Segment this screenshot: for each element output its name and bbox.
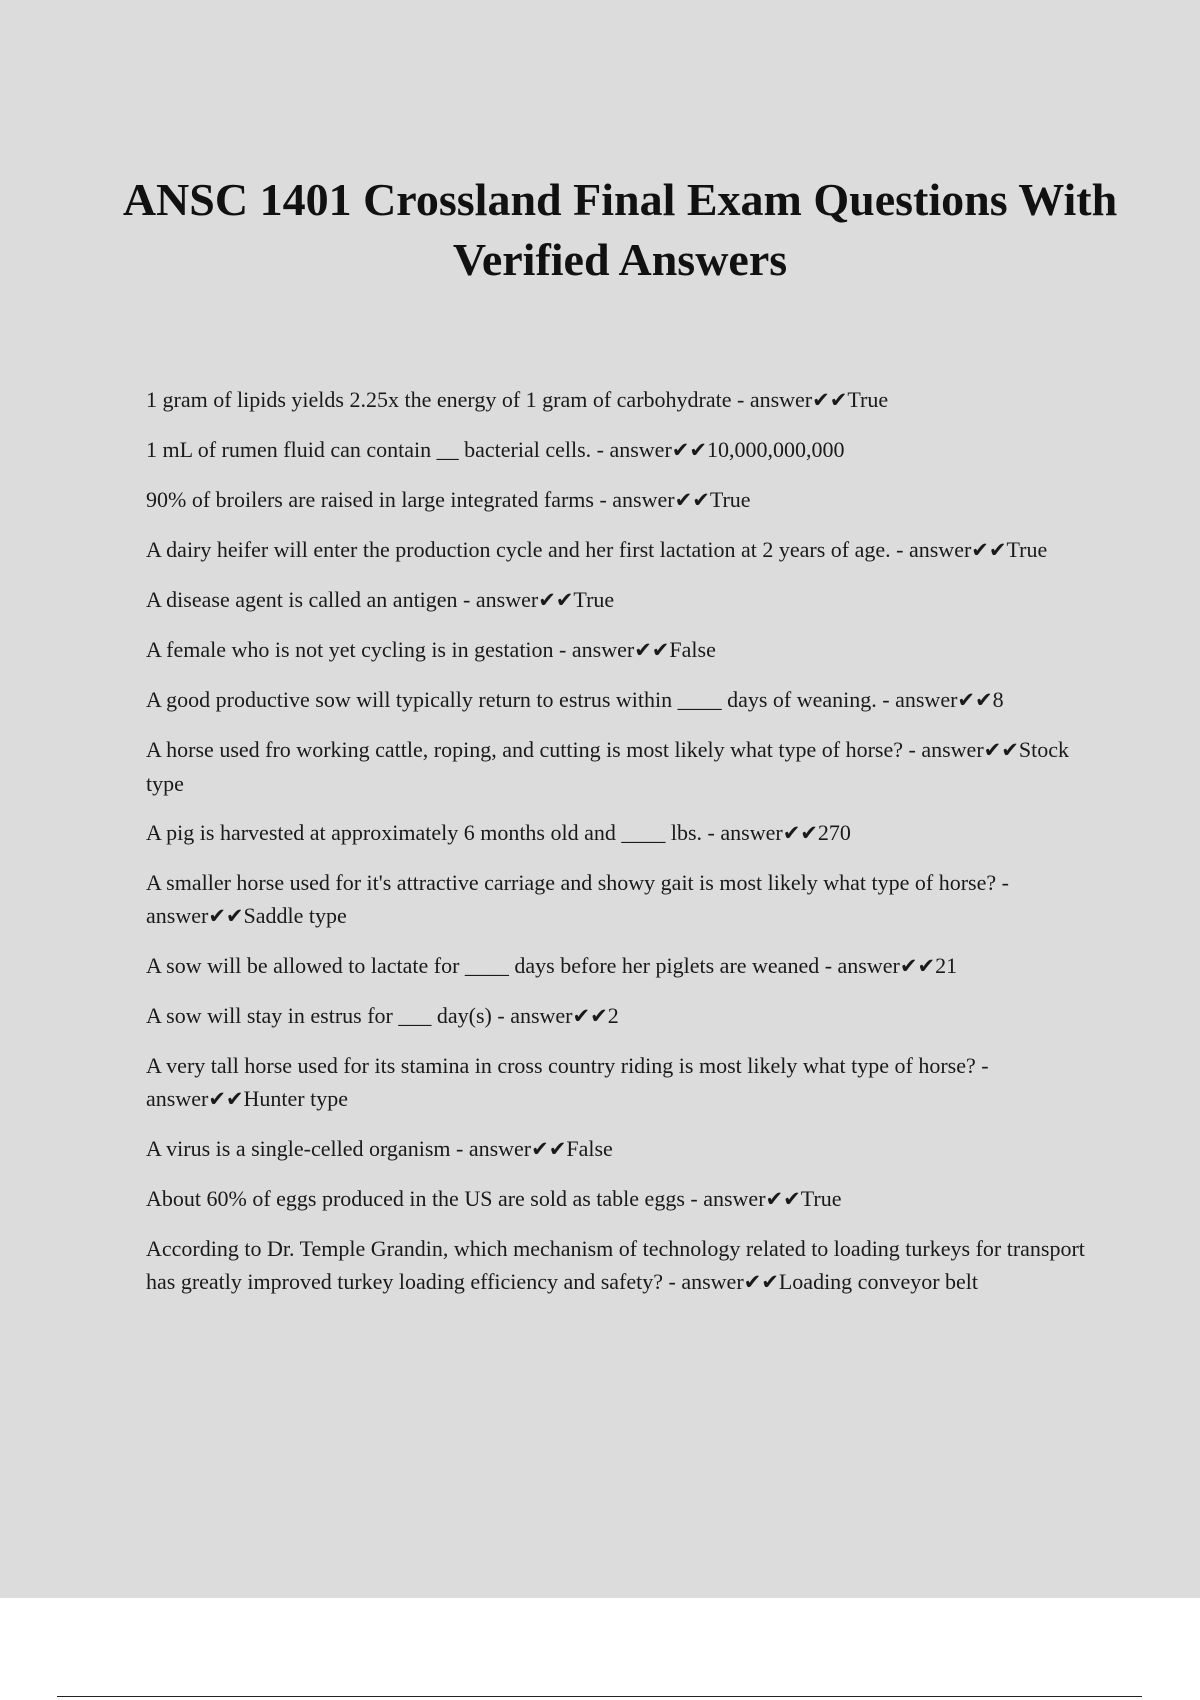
answer-text: True (573, 587, 615, 612)
document-title: ANSC 1401 Crossland Final Exam Questions With Verified Answers (122, 174, 1118, 285)
question-text: A sow will be allowed to lactate for ____ days before her piglets are weaned - (146, 953, 838, 978)
answer-prefix: answer (837, 953, 900, 978)
answer-text: Saddle type (243, 903, 347, 928)
question-text: A smaller horse used for it's attractive carriage and showy gait is most likely what type of horse? - (146, 870, 1009, 895)
question-text: 1 mL of rumen fluid can contain __ bacterial cells. - (146, 437, 610, 462)
qa-item (146, 483, 1086, 517)
answer-text: False (566, 1136, 613, 1161)
double-check-icon: ✔✔ (531, 1137, 567, 1161)
question-text: A female who is not yet cycling is in gestation - (146, 637, 572, 662)
question-text: According to Dr. Temple Grandin, which mechanism of technology related to loading turkeys for transport has greatly improved turkey loading efficiency and safety? - (146, 1236, 1085, 1294)
double-check-icon: ✔✔ (812, 388, 848, 412)
double-check-icon: ✔✔ (899, 954, 936, 978)
question-text: A very tall horse used for its stamina in cross country riding is most likely what type of horse? - (146, 1053, 989, 1078)
answer-text: 21 (935, 953, 958, 978)
answer-text: Loading conveyor belt (778, 1269, 979, 1294)
qa-item (146, 433, 1086, 467)
answer-prefix: answer (749, 387, 813, 412)
answer-text: Hunter type (243, 1086, 348, 1111)
question-text: About 60% of eggs produced in the US are sold as table eggs - (146, 1186, 704, 1211)
answer-text: 2 (607, 1003, 619, 1028)
answer-prefix: answer (475, 587, 539, 612)
qa-item (146, 683, 1086, 717)
double-check-icon: ✔✔ (782, 821, 818, 845)
answer-prefix: answer (720, 820, 783, 845)
qa-item (146, 949, 1086, 983)
answer-prefix: answer (146, 1086, 209, 1111)
answer-prefix: answer (908, 537, 972, 562)
qa-item (146, 533, 1086, 567)
double-check-icon: ✔✔ (674, 488, 710, 512)
question-text: A sow will stay in estrus for ___ day(s) - (146, 1003, 511, 1028)
answer-text: True (800, 1186, 842, 1211)
footer-divider (57, 1696, 1142, 1697)
question-text: 90% of broilers are raised in large integrated farms - (146, 487, 613, 512)
answer-prefix: answer (895, 687, 958, 712)
double-check-icon: ✔✔ (971, 538, 1007, 562)
qa-item (146, 733, 1086, 800)
answer-prefix: answer (609, 437, 672, 462)
question-text: A disease agent is called an antigen - (146, 587, 476, 612)
answer-prefix: answer (921, 737, 984, 762)
qa-item (146, 1232, 1086, 1299)
answer-text: Stock type (146, 737, 1069, 796)
qa-item (146, 816, 1086, 850)
question-text: A pig is harvested at approximately 6 months old and ____ lbs. - (146, 820, 721, 845)
answer-prefix: answer (146, 903, 209, 928)
question-text: A virus is a single-celled organism - (146, 1136, 469, 1161)
question-text: 1 gram of lipids yields 2.25x the energy of 1 gram of carbohydrate - (146, 387, 750, 412)
answer-text: 270 (817, 820, 851, 845)
answer-prefix: answer (612, 487, 675, 512)
double-check-icon: ✔✔ (208, 1087, 244, 1111)
double-check-icon: ✔✔ (538, 588, 574, 612)
answer-prefix: answer (468, 1136, 532, 1161)
question-text: A horse used fro working cattle, roping, and cutting is most likely what type of horse? - (146, 737, 922, 762)
answer-prefix: answer (681, 1269, 744, 1294)
qa-item (146, 866, 1086, 933)
answer-text: 8 (992, 687, 1004, 712)
double-check-icon: ✔✔ (634, 638, 670, 662)
qa-list (146, 383, 1086, 1315)
answer-text: 10,000,000,000 (706, 437, 845, 462)
qa-item (146, 999, 1086, 1033)
answer-text: True (847, 387, 889, 412)
double-check-icon: ✔✔ (572, 1004, 608, 1028)
qa-item (146, 1049, 1086, 1116)
question-text: A good productive sow will typically return to estrus within ____ days of weaning. - (146, 687, 896, 712)
qa-item (146, 633, 1086, 667)
answer-prefix: answer (703, 1186, 766, 1211)
qa-item (146, 1182, 1086, 1216)
double-check-icon: ✔✔ (208, 904, 244, 928)
answer-prefix: answer (571, 637, 635, 662)
answer-prefix: answer (510, 1003, 573, 1028)
answer-text: True (1006, 537, 1048, 562)
question-text: A dairy heifer will enter the production cycle and her first lactation at 2 years of age. - (146, 537, 909, 562)
qa-item (146, 1132, 1086, 1166)
double-check-icon: ✔✔ (983, 738, 1019, 762)
double-check-icon: ✔✔ (765, 1187, 801, 1211)
answer-text: True (709, 487, 751, 512)
double-check-icon: ✔✔ (957, 688, 993, 712)
qa-item (146, 583, 1086, 617)
double-check-icon: ✔✔ (743, 1270, 779, 1294)
answer-text: False (669, 637, 716, 662)
qa-item (146, 383, 1086, 417)
double-check-icon: ✔✔ (671, 438, 707, 462)
